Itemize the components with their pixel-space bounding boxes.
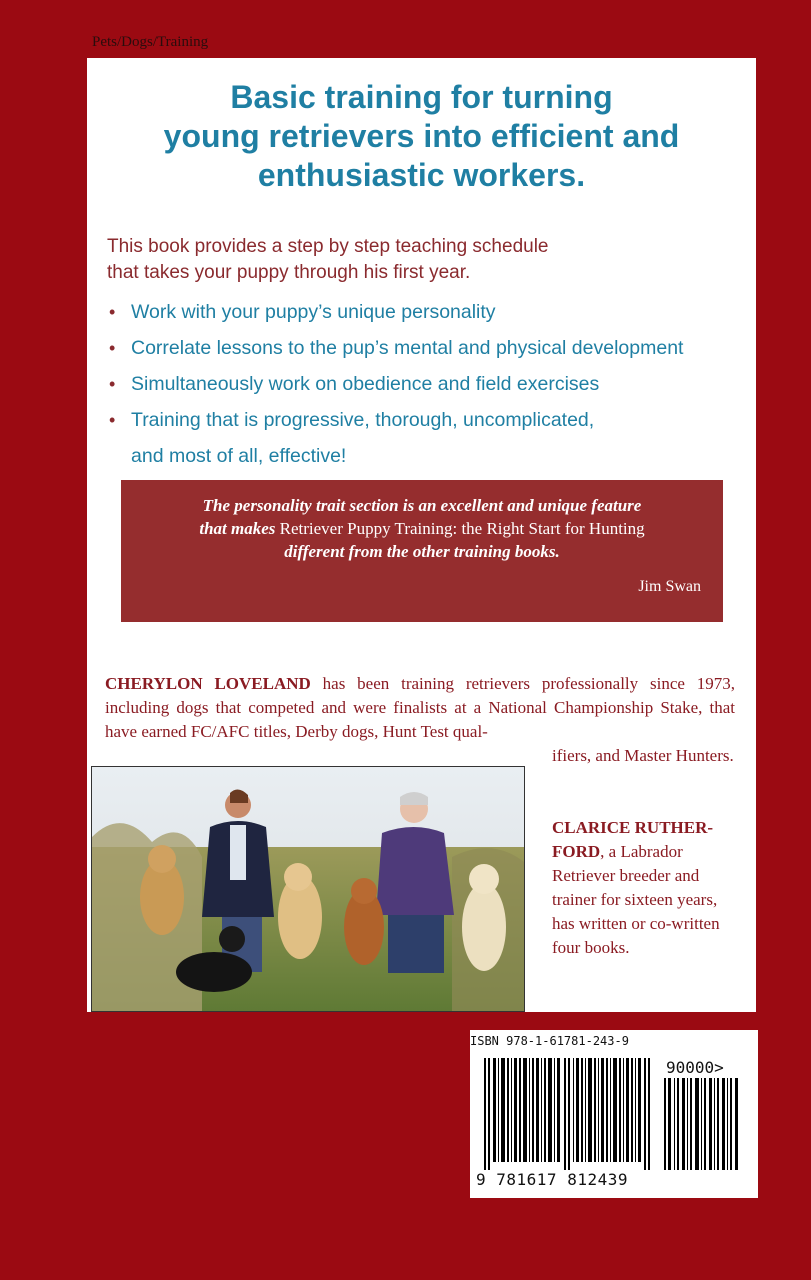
intro-line-1: This book provides a step by step teaching schedule xyxy=(107,236,549,257)
quote-book-title: Retriever Puppy Training: the Right Start for Hunting xyxy=(279,519,645,538)
photo-illustration xyxy=(92,767,524,1011)
bullet-icon: • xyxy=(109,410,116,430)
category-label: Pets/Dogs/Training xyxy=(92,34,209,50)
price-addon-bars xyxy=(664,1078,744,1170)
isbn-barcode xyxy=(470,1030,758,1198)
testimonial-box xyxy=(121,480,723,622)
quote-part-2: that makes xyxy=(199,519,276,538)
testimonial-author: Jim Swan xyxy=(638,578,701,595)
headline-line-2: young retrievers into efficient and xyxy=(163,118,680,154)
author-bio-text: , a Labrador Retriever breeder and trainer for sixteen years, has written or co-written four books. xyxy=(552,842,720,957)
headline-line-3: enthusiastic workers. xyxy=(257,157,586,193)
testimonial-text xyxy=(141,494,703,563)
author-name: CHERYLON LOVELAND xyxy=(105,674,311,693)
author-bio-cherylon xyxy=(105,672,735,744)
price-code: 90000> xyxy=(666,1058,724,1077)
feature-list xyxy=(107,294,747,474)
headline-line-1: Basic training for turning xyxy=(230,79,613,115)
barcode-bars xyxy=(484,1058,656,1170)
barcode-digits: 9 781617 812439 xyxy=(476,1170,654,1189)
intro-paragraph xyxy=(107,234,727,286)
quote-part-3: different from the other training books. xyxy=(284,542,560,561)
intro-line-2: that takes your puppy through his first year. xyxy=(107,262,471,283)
author-bio-clarice xyxy=(552,816,737,960)
isbn-number: ISBN 978-1-61781-243-9 xyxy=(470,1034,629,1048)
list-item: • Work with your puppy’s unique personality xyxy=(107,294,747,330)
author-bio-text: has been training retrievers professionally since 1973, including dogs that competed and were finalists at a National Championship Stake, that have earned FC/AFC titles, Derby dogs, Hunt Test qual- xyxy=(105,674,736,741)
list-item: • Training that is progressive, thorough, uncomplicated, xyxy=(107,402,747,438)
bullet-icon: • xyxy=(109,302,116,322)
bullet-icon: • xyxy=(109,338,116,358)
list-item-continuation: and most of all, effective! xyxy=(131,445,347,467)
authors-with-dogs-photo xyxy=(91,766,525,1012)
author-bio-continuation: ifiers, and Master Hunters. xyxy=(552,746,734,765)
quote-part-1: The personality trait section is an excellent and unique feature xyxy=(202,496,642,515)
list-item: • Simultaneously work on obedience and field exercises xyxy=(107,366,747,402)
list-item: • Correlate lessons to the pup’s mental and physical development xyxy=(107,330,747,366)
headline xyxy=(87,78,756,195)
back-cover-panel xyxy=(87,58,756,1012)
bullet-icon: • xyxy=(109,374,116,394)
author-name: CLARICE RUTHER-FORD xyxy=(552,818,714,861)
